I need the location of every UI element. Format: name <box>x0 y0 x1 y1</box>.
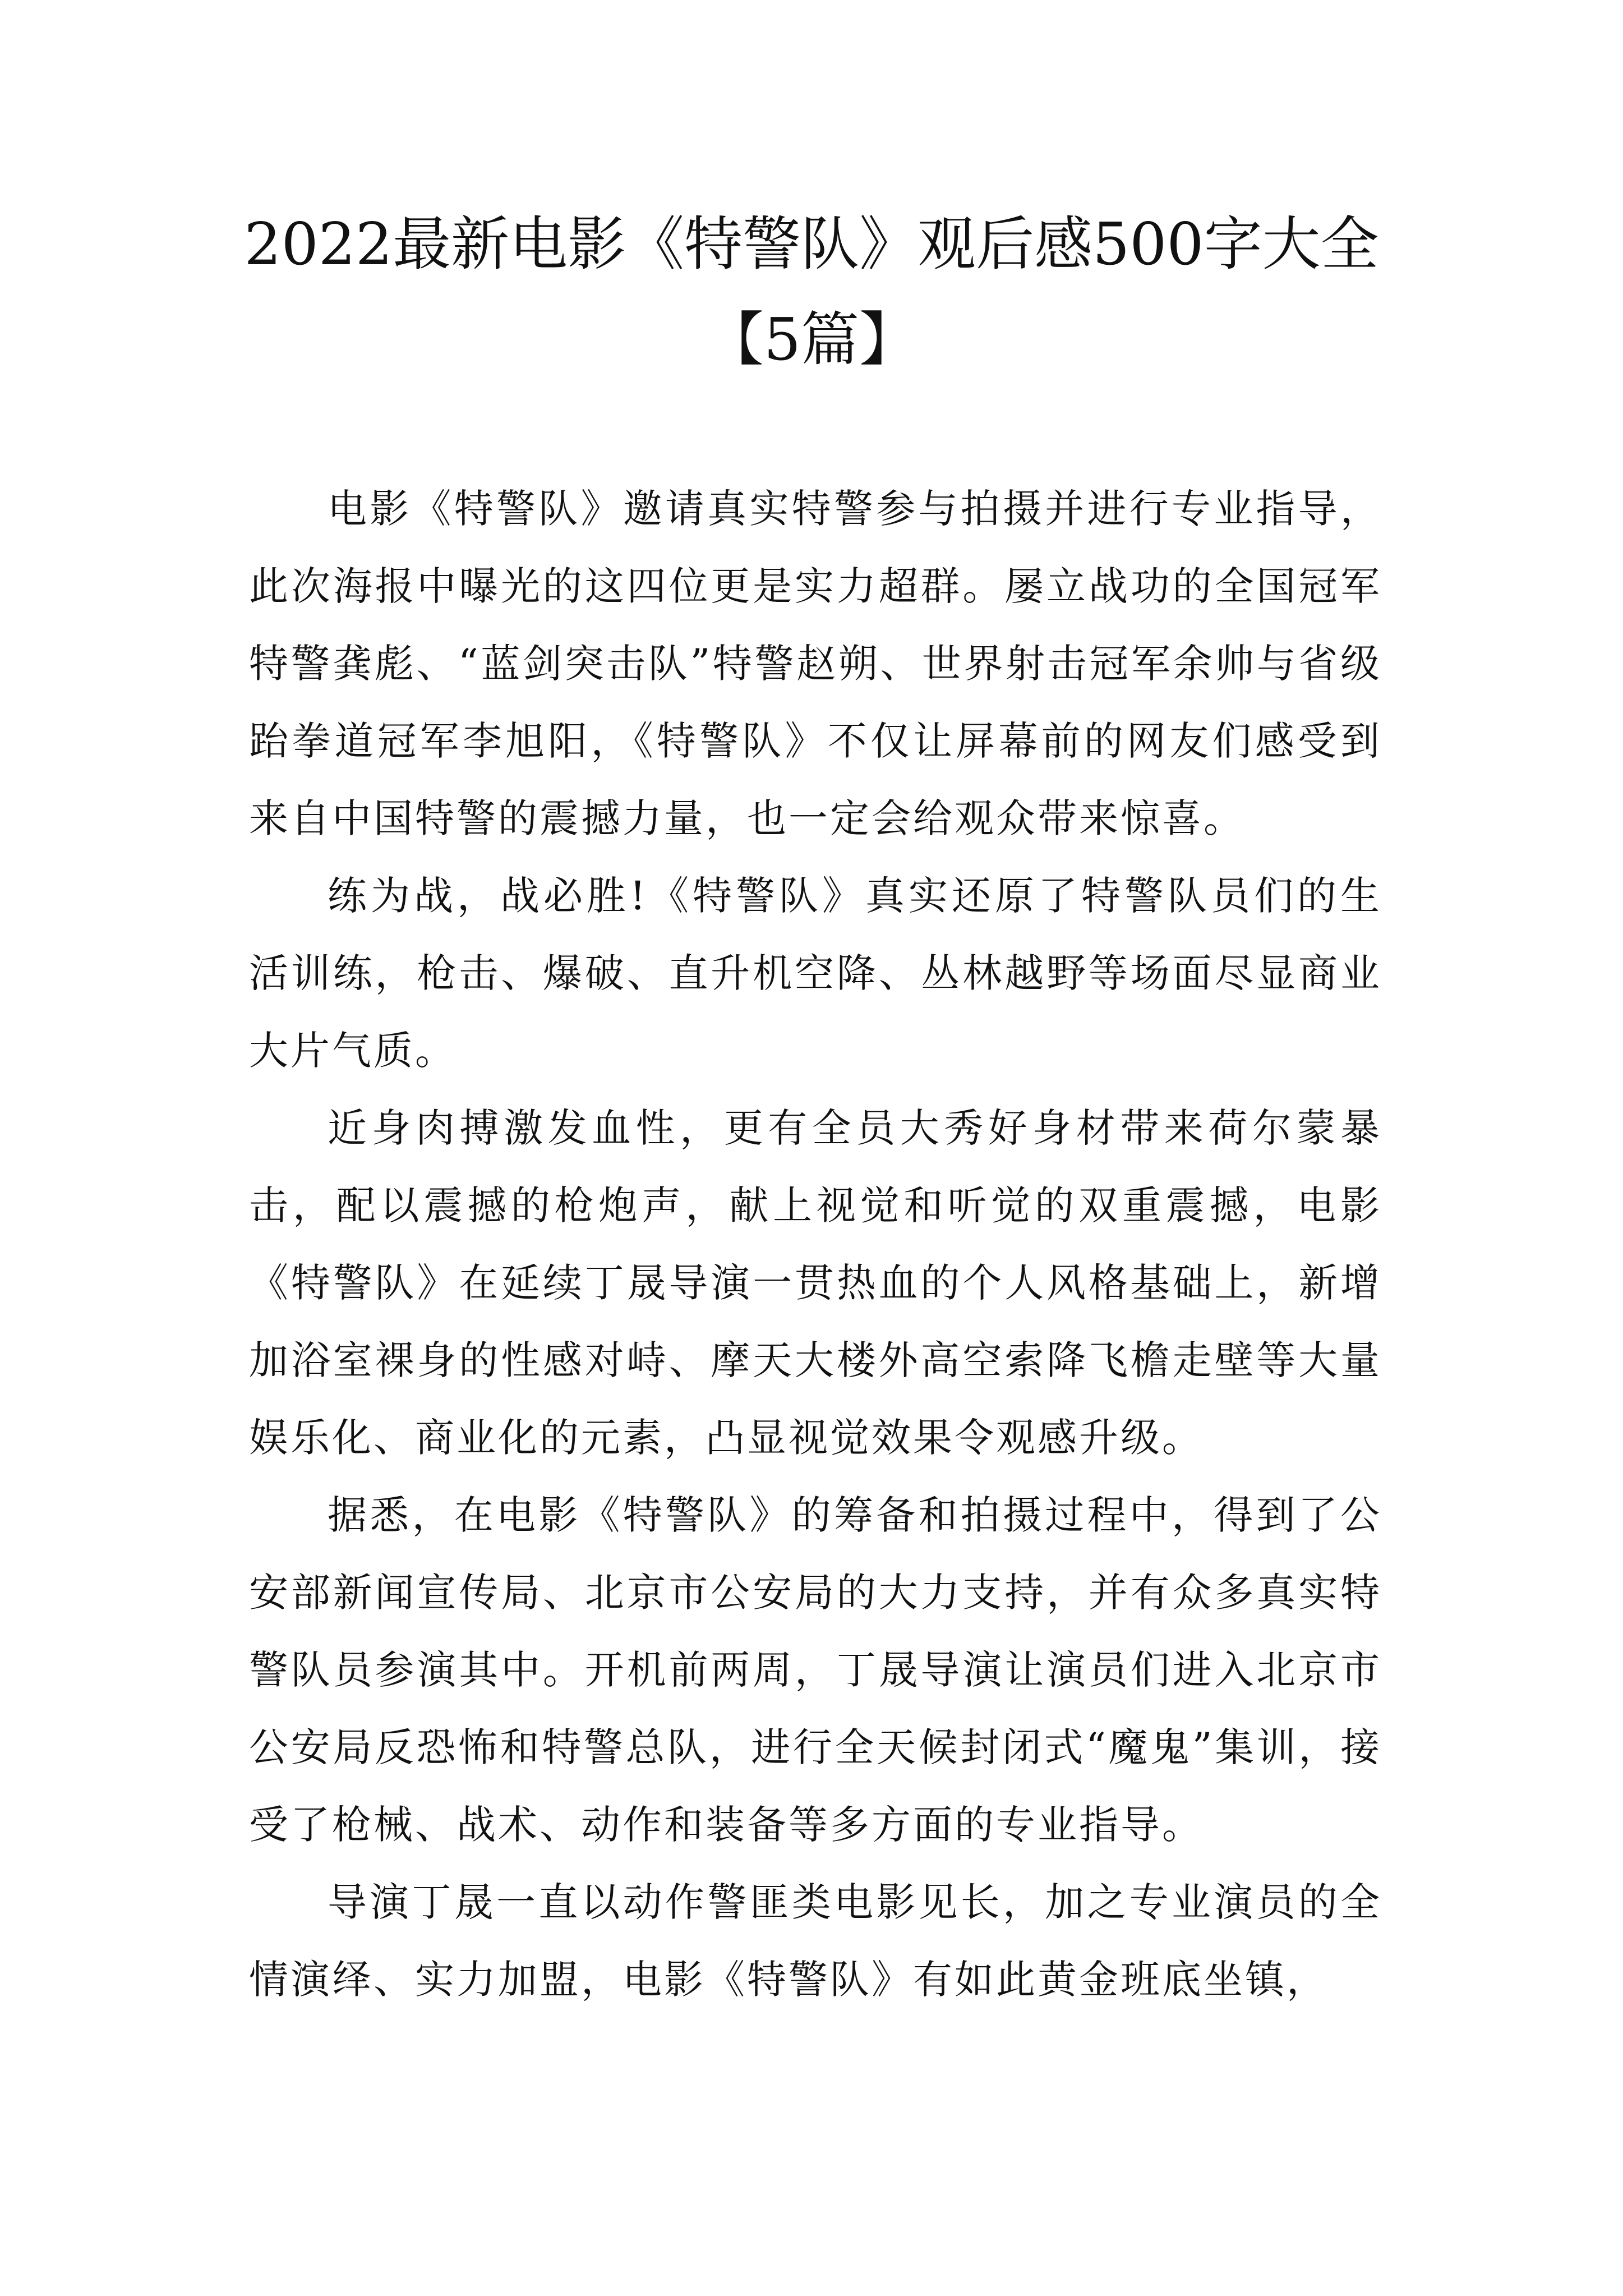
paragraph-3: 近身肉搏激发血性，更有全员大秀好身材带来荷尔蒙暴击，配以震撼的枪炮声，献上视觉和听觉的双重震撼，电影《特警队》在延续丁晟导演一贯热血的个人风格基础上，新增加浴室裸身的性感对峙、摩天大楼外高空索降飞檐走壁等大量娱乐化、商业化的元素，凸显视觉效果令观感升级。 <box>249 1105 1382 1461</box>
paragraph-1: 电影《特警队》邀请真实特警参与拍摄并进行专业指导，此次海报中曝光的这四位更是实力超群。屡立战功的全国冠军特警龚彪、“蓝剑突击队”特警赵朔、世界射击冠军余帅与省级跆拳道冠军李旭阳，《特警队》不仅让屏幕前的网友们感受到来自中国特警的震撼力量，也一定会给观众带来惊喜。 <box>249 486 1382 841</box>
paragraph-4: 据悉，在电影《特警队》的筹备和拍摄过程中，得到了公安部新闻宣传局、北京市公安局的大力支持，并有众多真实特警队员参演其中。开机前两周，丁晟导演让演员们进入北京市公安局反恐怖和特警总队，进行全天候封闭式“魔鬼”集训，接受了枪械、战术、动作和装备等多方面的专业指导。 <box>249 1492 1382 1848</box>
document-body <box>249 470 1382 2018</box>
title-line-1: 2022最新电影《特警队》观后感500字大全 <box>244 210 1379 278</box>
title-line-2: 【5篇】 <box>705 305 918 374</box>
document-title <box>213 196 1410 387</box>
paragraph-2: 练为战，战必胜!《特警队》真实还原了特警队员们的生活训练，枪击、爆破、直升机空降、丛林越野等场面尽显商业大片气质。 <box>249 873 1382 1074</box>
paragraph-5: 导演丁晟一直以动作警匪类电影见长，加之专业演员的全情演绎、实力加盟，电影《特警队》有如此黄金班底坐镇， <box>249 1879 1382 2003</box>
